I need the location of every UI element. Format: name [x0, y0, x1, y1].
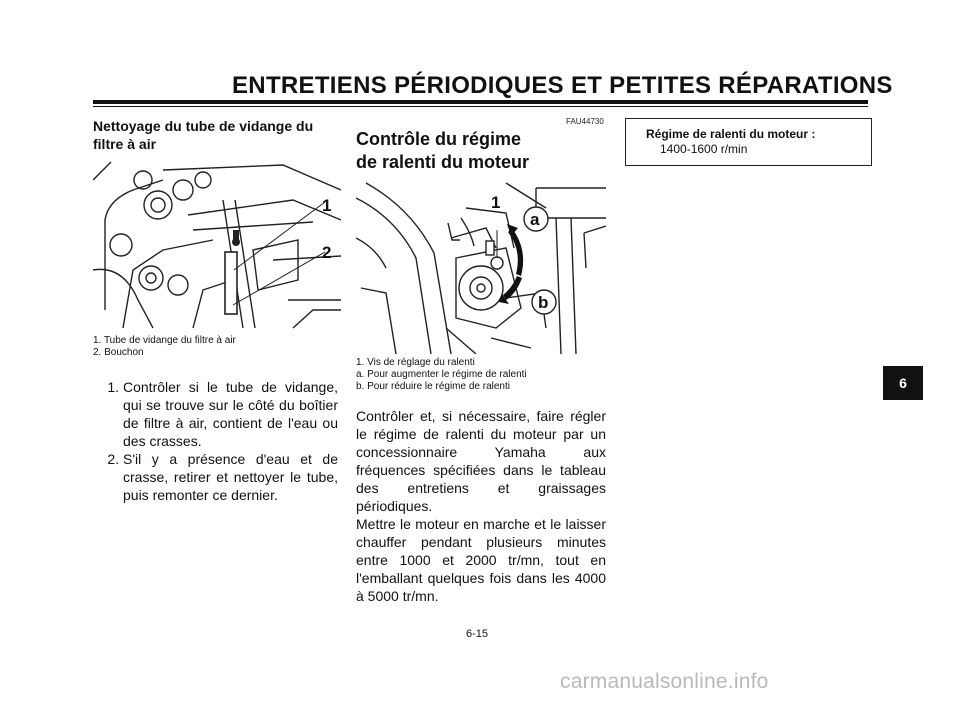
- callout-2: 2: [322, 243, 332, 262]
- callout-1: 1: [322, 196, 332, 215]
- heading-line: Contrôle du régime: [356, 129, 522, 149]
- caption-line: 2. Bouchon: [93, 347, 144, 358]
- title-rule-thin: [93, 106, 868, 107]
- idle-speed-body: [356, 407, 606, 605]
- list-number: 2.: [107, 451, 119, 467]
- callout-b: [532, 290, 556, 314]
- section-heading-idle-speed: [356, 128, 529, 174]
- spec-value: 1400-1600 r/min: [660, 142, 748, 156]
- callout-b-label: b: [538, 293, 549, 312]
- page-number: 6-15: [466, 628, 489, 640]
- callout-a: [524, 207, 548, 231]
- caption-line: 1. Vis de réglage du ralenti: [356, 357, 475, 368]
- page-title: ENTRETIENS PÉRIODIQUES ET PETITES RÉPARATIONS: [232, 72, 893, 99]
- paragraph: Contrôler et, si nécessaire, faire régler le régime de ralenti du moteur par un concessionnaire Yamaha aux fréquences spécifiées dans le tableau des entretiens et graissages périodiques.: [356, 408, 606, 514]
- figure-drain-tube: [93, 160, 341, 332]
- list-number: 1.: [107, 379, 119, 395]
- list-text: Contrôler si le tube de vidange, qui se trouve sur le côté du boîtier de filtre à air, contient de l'eau ou des crasses.: [123, 379, 338, 449]
- list-text: S'il y a présence d'eau et de crasse, retirer et nettoyer le tube, puis remonter ce dernier.: [123, 451, 338, 503]
- callout-1: 1: [491, 193, 501, 212]
- figure-idle-screw: [356, 178, 606, 354]
- paragraph: Mettre le moteur en marche et le laisser chauffer pendant plusieurs minutes entre 1000 et 2000 tr/mn, tout en l'emballant quelques fois dans les 4000 à 5000 tr/mn.: [356, 516, 606, 604]
- procedure-list: [93, 378, 338, 504]
- caption-line: a. Pour augmenter le régime de ralenti: [356, 369, 527, 380]
- reference-code: FAU44730: [566, 117, 604, 126]
- idle-screw-illustration: [356, 178, 606, 354]
- figure-caption-drain-tube: [93, 335, 236, 359]
- title-rule: [93, 100, 868, 104]
- callout-a-label: a: [530, 210, 540, 229]
- drain-tube-illustration: [93, 160, 341, 332]
- spec-label: Régime de ralenti du moteur :: [646, 127, 816, 141]
- list-item: [93, 450, 338, 504]
- list-item: [93, 378, 338, 450]
- caption-line: b. Pour réduire le régime de ralenti: [356, 381, 510, 392]
- figure-caption-idle-screw: [356, 357, 527, 393]
- chapter-tab: 6: [883, 366, 923, 400]
- spec-box: [625, 118, 872, 166]
- section-heading-drain-tube: Nettoyage du tube de vidange du filtre à air: [93, 118, 314, 152]
- watermark: carmanualsonline.info: [560, 670, 769, 693]
- heading-line: de ralenti du moteur: [356, 152, 530, 172]
- caption-line: 1. Tube de vidange du filtre à air: [93, 335, 236, 346]
